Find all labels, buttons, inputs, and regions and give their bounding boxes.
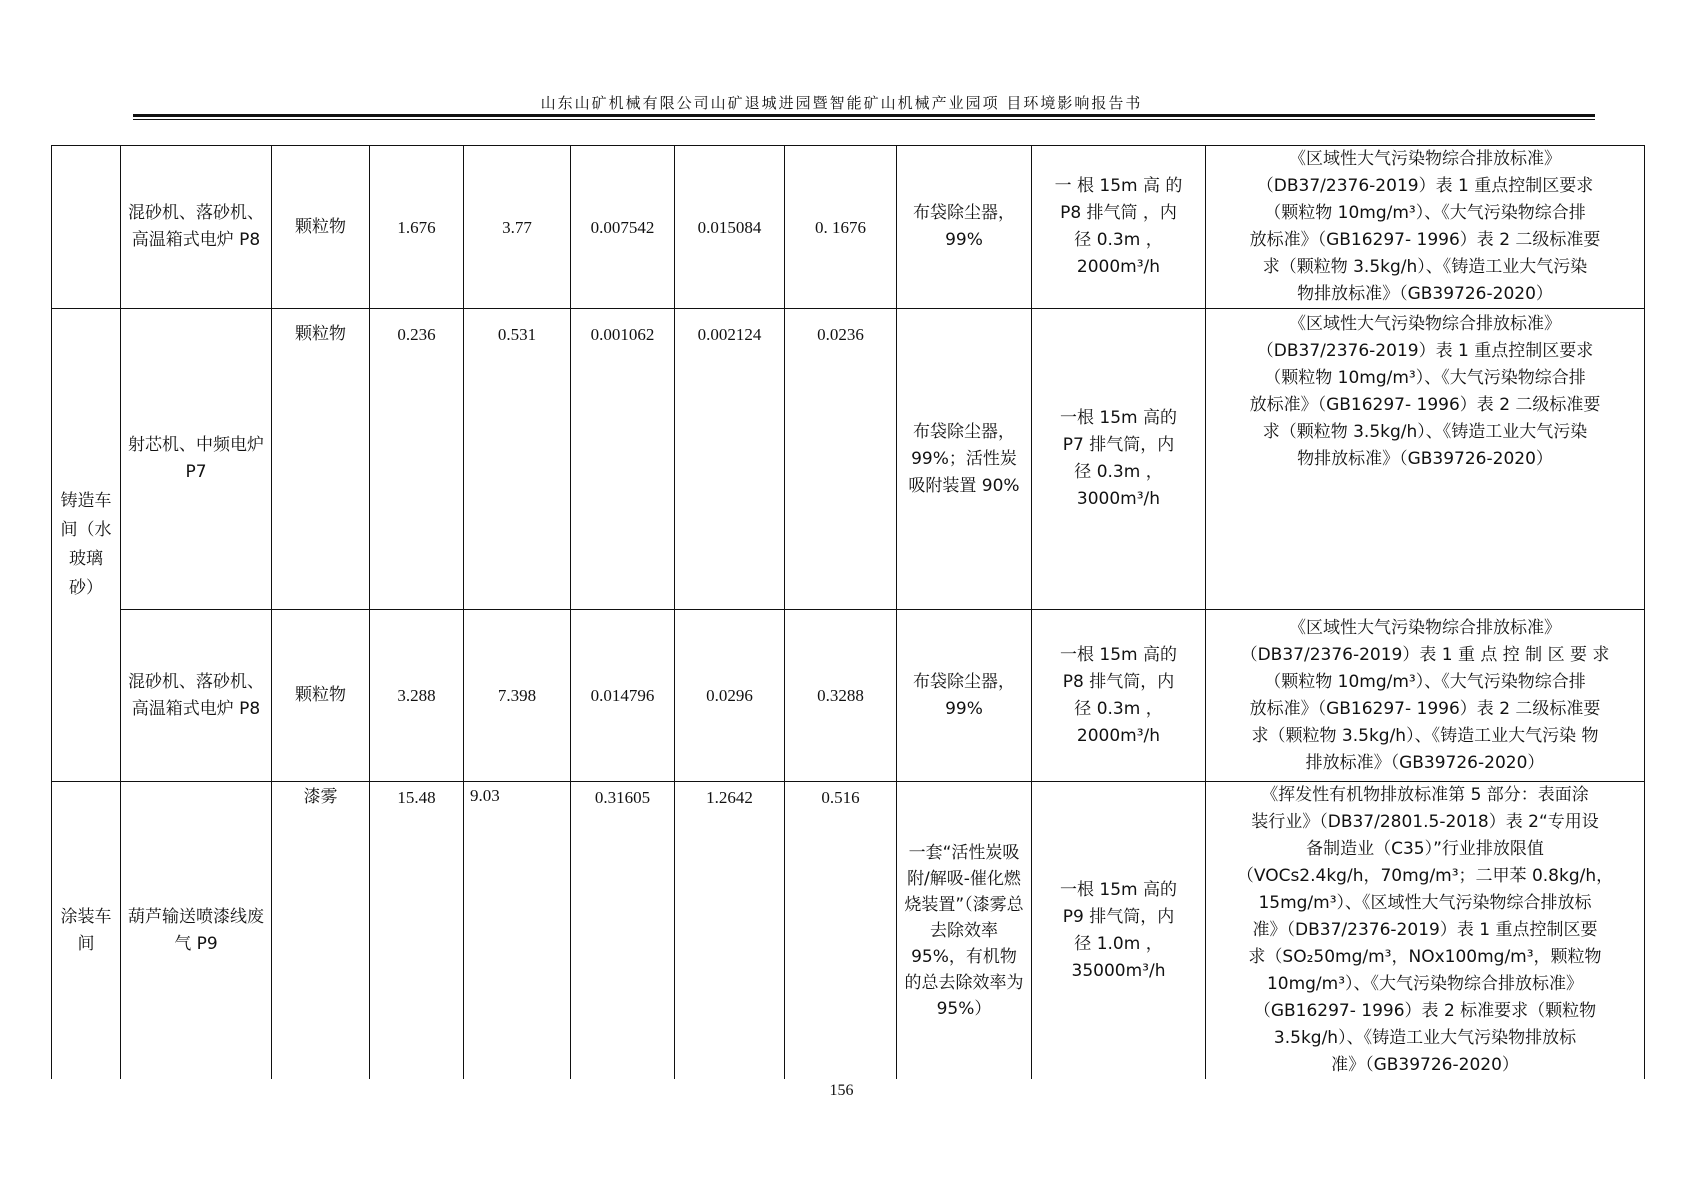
value-cell: 3.288 [370, 610, 464, 782]
source-cell: 葫芦输送喷漆线废气 P9 [121, 782, 272, 1080]
value-cell: 7.398 [464, 610, 571, 782]
treatment-measure-cell: 布袋除尘器，99% [897, 610, 1032, 782]
emission-standard-cell: 《挥发性有机物排放标准第 5 部分：表面涂 装行业》（DB37/2801.5-2018）表 2“专用设 备制造业（C35）”行业排放限值 （VOCs2.4kg/h，70mg/m³；二甲苯 0.8kg/h， 15mg/m³）、《区域性大气污染物综合排放标 准》（DB37/2376-2019）表 1 重点控制区要 求（SO₂50mg/m³，NOx100mg/m³，颗粒物 10mg/m³）、《大气污染物综合排放标准》 （GB16297- 1996）表 2 标准要求（颗粒物 3.5kg/h）、《铸造工业大气污染物排放标 准》（GB39726-2020） [1206, 782, 1645, 1080]
value-cell: 0.001062 [571, 309, 675, 610]
value-cell: 0.0236 [785, 309, 897, 610]
value-cell: 0.31605 [571, 782, 675, 1080]
value-cell: 3.77 [464, 146, 571, 309]
pollutant-cell: 颗粒物 [272, 309, 370, 610]
pollutant-cell: 颗粒物 [272, 146, 370, 309]
exhaust-stack-cell: 一 根 15m 高 的 P8 排气筒 ，内 径 0.3m ， 2000m³/h [1032, 146, 1206, 309]
value-cell: 0.3288 [785, 610, 897, 782]
value-cell: 0.531 [464, 309, 571, 610]
pollutant-cell: 颗粒物 [272, 610, 370, 782]
source-cell: 射芯机、中频电炉 P7 [121, 309, 272, 610]
value-cell: 9.03 [464, 782, 571, 1080]
value-cell: 0.014796 [571, 610, 675, 782]
treatment-measure-cell: 布袋除尘器，99%；活性炭吸附装置 90% [897, 309, 1032, 610]
emission-standard-cell: 《区域性大气污染物综合排放标准》 （DB37/2376-2019）表 1 重 点 控 制 区 要 求 （颗粒物 10mg/m³）、《大气污染物综合排 放标准》（GB16297- 1996）表 2 二级标准要 求（颗粒物 3.5kg/h）、《铸造工业大气污染 物 排放标准》（GB39726-2020） [1206, 610, 1645, 782]
treatment-measure-cell: 一套“活性炭吸附/解吸-催化燃烧装置”（漆雾总去除效率 95%，有机物的总去除效率为 95%） [897, 782, 1032, 1080]
exhaust-stack-cell: 一根 15m 高的 P8 排气筒，内 径 0.3m ， 2000m³/h [1032, 610, 1206, 782]
table-row [52, 610, 1645, 782]
header-rule-thick [133, 114, 1595, 117]
workshop-cell: 铸造车间（水玻璃砂） [52, 309, 121, 782]
value-cell: 0. 1676 [785, 146, 897, 309]
value-cell: 1.676 [370, 146, 464, 309]
pollutant-cell: 漆雾 [272, 782, 370, 1080]
table-row [52, 782, 1645, 1080]
table-row [52, 146, 1645, 309]
value-cell: 0.516 [785, 782, 897, 1080]
document-header-title: 山东山矿机械有限公司山矿退城进园暨智能矿山机械产业园项 目环境影响报告书 [540, 94, 1143, 112]
header-rule-thin [133, 119, 1595, 120]
value-cell: 0.015084 [675, 146, 785, 309]
emission-standard-cell: 《区域性大气污染物综合排放标准》 （DB37/2376-2019）表 1 重点控制区要求 （颗粒物 10mg/m³）、《大气污染物综合排 放标准》（GB16297- 1996）表 2 二级标准要 求（颗粒物 3.5kg/h）、《铸造工业大气污染 物排放标准》（GB39726-2020） [1206, 309, 1645, 610]
workshop-cell: 涂装车间 [52, 782, 121, 1080]
source-cell: 混砂机、落砂机、高温箱式电炉 P8 [121, 610, 272, 782]
exhaust-stack-cell: 一根 15m 高的 P7 排气筒，内 径 0.3m ， 3000m³/h [1032, 309, 1206, 610]
exhaust-stack-cell: 一根 15m 高的 P9 排气筒，内 径 1.0m ， 35000m³/h [1032, 782, 1206, 1080]
page-number: 156 [829, 1082, 854, 1099]
value-cell: 15.48 [370, 782, 464, 1080]
emission-standard-cell: 《区域性大气污染物综合排放标准》 （DB37/2376-2019）表 1 重点控制区要求 （颗粒物 10mg/m³）、《大气污染物综合排 放标准》（GB16297- 1996）表 2 二级标准要 求（颗粒物 3.5kg/h）、《铸造工业大气污染 物排放标准》（GB39726-2020） [1206, 146, 1645, 309]
table-row [52, 309, 1645, 610]
value-cell: 0.002124 [675, 309, 785, 610]
emission-table [51, 145, 1645, 1079]
value-cell: 1.2642 [675, 782, 785, 1080]
value-cell: 0.0296 [675, 610, 785, 782]
source-cell: 混砂机、落砂机、高温箱式电炉 P8 [121, 146, 272, 309]
treatment-measure-cell: 布袋除尘器，99% [897, 146, 1032, 309]
value-cell: 0.007542 [571, 146, 675, 309]
value-cell: 0.236 [370, 309, 464, 610]
workshop-cell-continued [52, 146, 121, 309]
